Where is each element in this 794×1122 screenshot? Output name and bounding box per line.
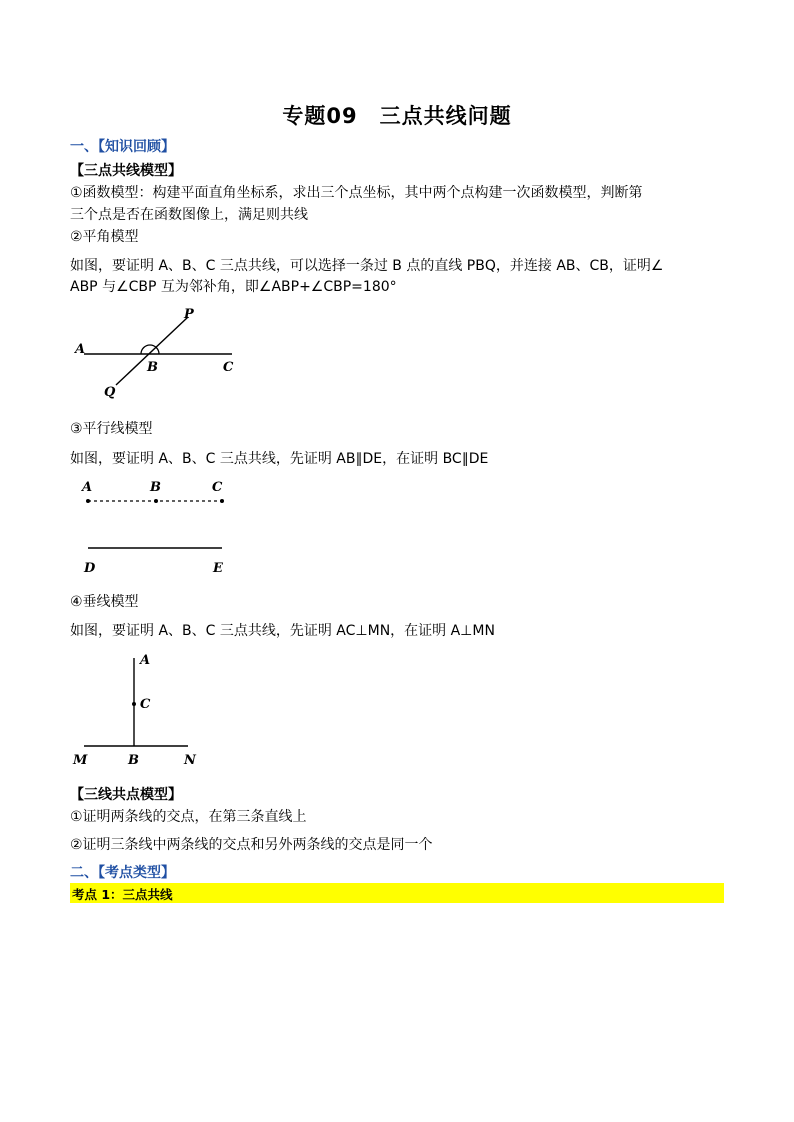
- topic-highlight-label: 考点 1：三点共线: [72, 887, 173, 902]
- label-e: E: [213, 561, 223, 576]
- concurrency-item1: ①证明两条线的交点，在第三条直线上: [70, 809, 307, 825]
- section1-heading: 一、【知识回顾】: [70, 139, 175, 155]
- concurrency-item2: ②证明三条线中两条线的交点和另外两条线的交点是同一个: [70, 837, 433, 853]
- parallel-line-figure: [70, 474, 240, 580]
- item1-line1: ①函数模型：构建平面直角坐标系，求出三个点坐标，其中两个点构建一次函数模型，判断第: [70, 185, 643, 201]
- label-d: D: [84, 561, 96, 576]
- item1-line2: 三个点是否在函数图像上，满足则共线: [70, 207, 308, 223]
- label-a: A: [82, 480, 93, 495]
- page-title: 专题09 三点共线问题: [282, 104, 512, 128]
- item2-title: ②平角模型: [70, 229, 139, 245]
- section2-heading: 二、【考点类型】: [70, 865, 175, 881]
- label-b: B: [147, 360, 158, 375]
- label-p: P: [184, 307, 194, 322]
- item3-title: ③平行线模型: [70, 421, 153, 437]
- straight-angle-figure: [70, 305, 250, 405]
- label-n: N: [184, 753, 196, 768]
- item2-line2: ABP 与∠CBP 互为邻补角，即∠ABP+∠CBP=180°: [70, 279, 397, 295]
- item4-line1: 如图，要证明 A、B、C 三点共线，先证明 AC⊥MN，在证明 A⊥MN: [70, 623, 495, 639]
- label-b: B: [150, 480, 161, 495]
- label-c: C: [140, 697, 151, 712]
- label-b: B: [128, 753, 139, 768]
- perpendicular-figure: [70, 648, 210, 770]
- item3-line1: 如图，要证明 A、B、C 三点共线，先证明 AB∥DE，在证明 BC∥DE: [70, 451, 489, 467]
- concurrency-model-heading: 【三线共点模型】: [70, 787, 182, 803]
- collinear-model-heading: 【三点共线模型】: [70, 163, 182, 179]
- topic-highlight-bar: [70, 883, 724, 903]
- label-c: C: [212, 480, 223, 495]
- label-a: A: [75, 342, 86, 357]
- label-m: M: [73, 753, 88, 768]
- label-a: A: [140, 653, 151, 668]
- item2-line1: 如图，要证明 A、B、C 三点共线，可以选择一条过 B 点的直线 PBQ，并连接 AB、CB，证明∠: [70, 258, 664, 274]
- label-q: Q: [104, 385, 116, 400]
- item4-title: ④垂线模型: [70, 594, 139, 610]
- label-c: C: [223, 360, 234, 375]
